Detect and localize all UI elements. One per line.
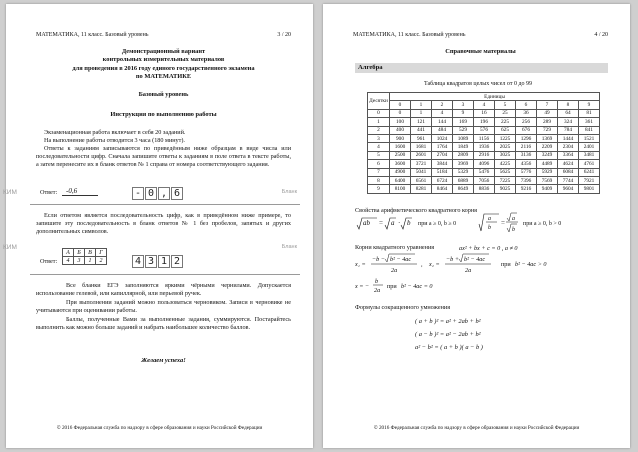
reference-title: Справочные материалы <box>445 48 516 55</box>
table-row <box>368 151 600 159</box>
square-cell: 100 <box>390 118 411 126</box>
square-cell: 4900 <box>390 168 411 176</box>
square-cell: 0 <box>390 109 411 117</box>
square-cell: 2116 <box>516 143 537 151</box>
square-cell: 3025 <box>495 151 516 159</box>
tens-cell: 1 <box>368 118 390 126</box>
square-cell: 1156 <box>474 134 495 142</box>
divider <box>30 274 300 275</box>
table-row <box>368 176 600 184</box>
units-cell: 7 <box>537 101 558 109</box>
square-cell: 9 <box>453 109 474 117</box>
square-cell: 6889 <box>453 176 474 184</box>
squares-table <box>367 92 600 194</box>
square-cell: 2916 <box>474 151 495 159</box>
table-cell: 3 <box>74 257 85 265</box>
square-cell: 441 <box>411 126 432 134</box>
units-cell: 2 <box>432 101 453 109</box>
square-cell: 7056 <box>474 176 495 184</box>
table-row <box>368 126 600 134</box>
svg-text:a² − b² = ( a + b )( a − b ): a² − b² = ( a + b )( a − b ) <box>415 344 483 351</box>
answer-cell: 0 <box>145 187 157 200</box>
square-cell: 1369 <box>537 134 558 142</box>
square-cell: 625 <box>495 126 516 134</box>
svg-text:b² − 4ac: b² − 4ac <box>464 256 486 263</box>
svg-text:2a: 2a <box>391 267 398 274</box>
square-cell: 2500 <box>390 151 411 159</box>
square-cell: 6561 <box>411 176 432 184</box>
title-line: для проведения в 2016 году единого государственного экзамена <box>72 64 255 72</box>
sqrt-properties-title: Свойства арифметического квадратного корня <box>355 207 477 214</box>
title-line: Демонстрационный вариант <box>121 48 206 55</box>
document-title <box>36 48 291 82</box>
square-cell: 1936 <box>474 143 495 151</box>
header-subject: МАТЕМАТИКА, 11 класс. Базовый уровень <box>36 32 149 38</box>
square-cell: 7744 <box>558 176 579 184</box>
tens-cell: 2 <box>368 126 390 134</box>
table-row <box>368 134 600 142</box>
header-page-number: 3 / 20 <box>277 32 291 38</box>
square-cell: 225 <box>495 118 516 126</box>
square-cell: 7921 <box>579 176 600 184</box>
header-page-number: 4 / 20 <box>594 32 608 38</box>
square-cell: 784 <box>558 126 579 134</box>
units-row <box>368 101 600 109</box>
table-head-cell: А <box>63 249 74 257</box>
table-row <box>368 143 600 151</box>
square-cell: 5776 <box>516 168 537 176</box>
answer-sample-value: -0,6 <box>62 187 98 196</box>
square-cell: 3969 <box>453 160 474 168</box>
square-cell: 8649 <box>453 185 474 193</box>
table-cell: 2 <box>96 257 107 265</box>
units-cell: 9 <box>579 101 600 109</box>
table-row <box>368 118 600 126</box>
square-cell: 3721 <box>411 160 432 168</box>
paragraph-tasks: Экзаменационная работа включает в себя 20 заданий. <box>44 129 186 136</box>
square-cell: 169 <box>453 118 474 126</box>
tens-cell: 5 <box>368 151 390 159</box>
svg-text:при a ≥ 0, b > 0: при a ≥ 0, b > 0 <box>523 221 562 227</box>
svg-text:b: b <box>375 278 379 285</box>
units-cell: 3 <box>453 101 474 109</box>
svg-text:ax² + bx + c = 0 , a ≠ 0: ax² + bx + c = 0 , a ≠ 0 <box>459 245 518 252</box>
square-cell: 676 <box>516 126 537 134</box>
square-cell: 5329 <box>453 168 474 176</box>
square-cell: 841 <box>579 126 600 134</box>
units-cell: 4 <box>474 101 495 109</box>
svg-text:2a: 2a <box>374 287 381 294</box>
square-cell: 4225 <box>495 160 516 168</box>
tens-cell: 7 <box>368 168 390 176</box>
sequence-cells <box>132 255 184 268</box>
svg-text:x = −: x = − <box>355 283 370 290</box>
table-head-cell: В <box>85 249 96 257</box>
kim-label: КИМ <box>3 244 17 251</box>
table-row <box>368 109 600 117</box>
square-cell: 8464 <box>432 185 453 193</box>
tens-header: Десятки <box>368 93 390 110</box>
short-multiplication-title: Формулы сокращенного умножения <box>355 304 451 311</box>
units-cell: 6 <box>516 101 537 109</box>
square-cell: 1 <box>411 109 432 117</box>
tens-cell: 8 <box>368 176 390 184</box>
square-cell: 1681 <box>411 143 432 151</box>
svg-text:,: , <box>421 261 423 268</box>
answer-cells <box>132 187 184 200</box>
squares-table-body <box>368 109 600 193</box>
header-subject: МАТЕМАТИКА, 11 класс. Базовый уровень <box>353 32 466 38</box>
square-cell: 2304 <box>558 143 579 151</box>
square-cell: 576 <box>474 126 495 134</box>
page-4 <box>323 4 630 448</box>
quadratic-roots-title: Корни квадратного уравнения <box>355 244 435 251</box>
units-header: Единицы <box>390 93 600 101</box>
units-cell: 0 <box>390 101 411 109</box>
square-cell: 1089 <box>453 134 474 142</box>
square-cell: 729 <box>537 126 558 134</box>
square-cell: 196 <box>474 118 495 126</box>
square-cell: 5625 <box>495 168 516 176</box>
square-cell: 6241 <box>579 168 600 176</box>
square-cell: 8836 <box>474 185 495 193</box>
square-cell: 9409 <box>537 185 558 193</box>
page-footer: © 2016 Федеральная служба по надзору в сфере образования и науки Российской Федерации <box>373 425 580 431</box>
square-cell: 7569 <box>537 176 558 184</box>
square-cell: 529 <box>453 126 474 134</box>
kim-label: КИМ <box>3 189 17 196</box>
svg-text:·: · <box>398 219 401 227</box>
square-cell: 361 <box>579 118 600 126</box>
table-row <box>368 185 600 193</box>
square-cell: 2809 <box>453 151 474 159</box>
square-cell: 4096 <box>474 160 495 168</box>
square-cell: 5041 <box>411 168 432 176</box>
tens-cell: 3 <box>368 134 390 142</box>
svg-text:2a: 2a <box>465 267 472 274</box>
page-header <box>36 32 291 38</box>
square-cell: 6084 <box>558 168 579 176</box>
answer-cell: 3 <box>145 255 157 268</box>
square-cell: 324 <box>558 118 579 126</box>
title-line: контрольных измерительных материалов <box>102 56 225 64</box>
tens-cell: 4 <box>368 143 390 151</box>
square-cell: 3844 <box>432 160 453 168</box>
answer-label: Ответ: <box>40 258 58 265</box>
square-cell: 1764 <box>432 143 453 151</box>
square-cell: 3481 <box>579 151 600 159</box>
squares-table-title: Таблица квадратов целых чисел от 0 до 99 <box>423 81 533 87</box>
paragraph-scores: Баллы, полученные Вами за выполненные задания, суммируются. Постарайтесь выполнить как можно больше заданий и набрать наибольшее количество баллов. <box>36 316 291 332</box>
svg-text:b: b <box>407 219 411 227</box>
square-cell: 25 <box>495 109 516 117</box>
square-cell: 121 <box>411 118 432 126</box>
square-cell: 3600 <box>390 160 411 168</box>
svg-text:b: b <box>512 227 515 233</box>
table-cell: 4 <box>63 257 74 265</box>
paragraph-sequence: Если ответом является последовательность цифр, как в приведённом ниже примере, то запишите эту последовательность в бланк ответов № 1 без пробелов, запятых и других дополнительных символов. <box>36 212 291 236</box>
tens-cell: 9 <box>368 185 390 193</box>
svg-text:x₂ =: x₂ = <box>429 261 440 268</box>
paragraph-draft: При выполнении заданий можно пользоваться черновиком. Записи в черновике не учитываются при оценивании работы. <box>36 299 291 315</box>
square-cell: 6724 <box>432 176 453 184</box>
table-row <box>368 168 600 176</box>
page-3 <box>3 4 313 448</box>
square-cell: 81 <box>579 109 600 117</box>
square-cell: 400 <box>390 126 411 134</box>
tens-cell: 0 <box>368 109 390 117</box>
square-cell: 3136 <box>516 151 537 159</box>
svg-text:b² − 4ac = 0: b² − 4ac = 0 <box>401 283 433 290</box>
answer-cell: 6 <box>171 187 183 200</box>
table-cell: 1 <box>85 257 96 265</box>
square-cell: 4624 <box>558 160 579 168</box>
square-cell: 484 <box>432 126 453 134</box>
square-cell: 7396 <box>516 176 537 184</box>
page-footer: © 2016 Федеральная служба по надзору в сфере образования и науки Российской Федерации <box>56 425 263 431</box>
square-cell: 4489 <box>537 160 558 168</box>
instructions-title: Инструкция по выполнению работы <box>110 111 217 118</box>
square-cell: 144 <box>432 118 453 126</box>
square-cell: 36 <box>516 109 537 117</box>
square-cell: 900 <box>390 134 411 142</box>
divider <box>30 204 300 205</box>
tens-cell: 6 <box>368 160 390 168</box>
answer-cell: 4 <box>132 255 144 268</box>
square-cell: 9604 <box>558 185 579 193</box>
square-cell: 2601 <box>411 151 432 159</box>
units-cell: 1 <box>411 101 432 109</box>
square-cell: 9216 <box>516 185 537 193</box>
table-head-cell: Б <box>74 249 85 257</box>
square-cell: 2025 <box>495 143 516 151</box>
square-cell: 6400 <box>390 176 411 184</box>
square-cell: 1521 <box>579 134 600 142</box>
square-cell: 16 <box>474 109 495 117</box>
answer-cell: 2 <box>171 255 183 268</box>
square-cell: 9025 <box>495 185 516 193</box>
units-cell: 5 <box>495 101 516 109</box>
answer-cell: , <box>158 187 170 200</box>
square-cell: 8100 <box>390 185 411 193</box>
svg-text:−b −: −b − <box>372 256 385 263</box>
square-cell: 4356 <box>516 160 537 168</box>
level-label: Базовый уровень <box>138 91 189 98</box>
square-cell: 1444 <box>558 134 579 142</box>
quadratic-formulas <box>355 240 605 300</box>
square-cell: 5929 <box>537 168 558 176</box>
square-cell: 4 <box>432 109 453 117</box>
svg-text:a: a <box>391 219 395 227</box>
paragraph-answers: Ответы к заданиям записываются по приведённым ниже образцам в виде числа или последовательности цифр. Сначала запишите ответы к заданиям в поле ответа в тексте работы, а затем перенесите их в бланк ответов № 1 справа от номера соответствующего задания. <box>36 145 291 169</box>
square-cell: 1849 <box>453 143 474 151</box>
paragraph-time: На выполнение работы отводится 3 часа (180 минут). <box>44 137 185 144</box>
square-cell: 5476 <box>474 168 495 176</box>
svg-text:b² − 4ac > 0: b² − 4ac > 0 <box>515 261 547 268</box>
svg-text:x₁ =: x₁ = <box>355 261 366 268</box>
square-cell: 2401 <box>579 143 600 151</box>
square-cell: 9801 <box>579 185 600 193</box>
square-cell: 1296 <box>516 134 537 142</box>
good-luck-text: Желаем успеха! <box>141 357 186 364</box>
square-cell: 4761 <box>579 160 600 168</box>
answer-label: Ответ: <box>40 189 58 196</box>
svg-text:( a − b )² = a² − 2ab + b²: ( a − b )² = a² − 2ab + b² <box>415 331 481 338</box>
square-cell: 2704 <box>432 151 453 159</box>
square-cell: 1600 <box>390 143 411 151</box>
svg-text:=: = <box>501 219 505 227</box>
svg-text:−b +: −b + <box>446 256 459 263</box>
blank-label: Бланк <box>281 244 297 250</box>
square-cell: 256 <box>516 118 537 126</box>
square-cell: 64 <box>558 109 579 117</box>
paragraph-pens: Все бланки ЕГЭ заполняются яркими чёрными чернилами. Допускается использование гелевой, или капиллярной, или перьевой ручек. <box>36 282 291 298</box>
square-cell: 1225 <box>495 134 516 142</box>
square-cell: 49 <box>537 109 558 117</box>
square-cell: 2209 <box>537 143 558 151</box>
svg-text:при: при <box>501 261 511 268</box>
answer-cell: - <box>132 187 144 200</box>
title-line: по МАТЕМАТИКЕ <box>135 73 192 81</box>
table-row <box>368 160 600 168</box>
square-cell: 961 <box>411 134 432 142</box>
units-cell: 8 <box>558 101 579 109</box>
svg-text:b: b <box>488 225 491 231</box>
svg-text:при: при <box>387 283 397 290</box>
page-header <box>353 32 608 38</box>
svg-text:a: a <box>512 216 515 222</box>
svg-text:ab: ab <box>363 219 370 227</box>
table-head-cell: Г <box>96 249 107 257</box>
square-cell: 8281 <box>411 185 432 193</box>
svg-text:( a + b )² = a² + 2ab + b²: ( a + b )² = a² + 2ab + b² <box>415 318 481 325</box>
section-algebra: Алгебра <box>355 63 608 73</box>
square-cell: 1024 <box>432 134 453 142</box>
short-multiplication-formulas <box>355 313 605 363</box>
svg-text:при a ≥ 0, b ≥ 0: при a ≥ 0, b ≥ 0 <box>418 221 457 227</box>
square-cell: 7225 <box>495 176 516 184</box>
sample-letter-table <box>62 248 107 265</box>
svg-text:b² − 4ac: b² − 4ac <box>390 256 412 263</box>
sqrt-formulas <box>355 212 605 238</box>
svg-text:=: = <box>379 219 383 227</box>
svg-text:a: a <box>488 216 491 222</box>
square-cell: 289 <box>537 118 558 126</box>
square-cell: 5184 <box>432 168 453 176</box>
square-cell: 3249 <box>537 151 558 159</box>
answer-cell: 1 <box>158 255 170 268</box>
blank-label: Бланк <box>281 189 297 195</box>
square-cell: 3364 <box>558 151 579 159</box>
